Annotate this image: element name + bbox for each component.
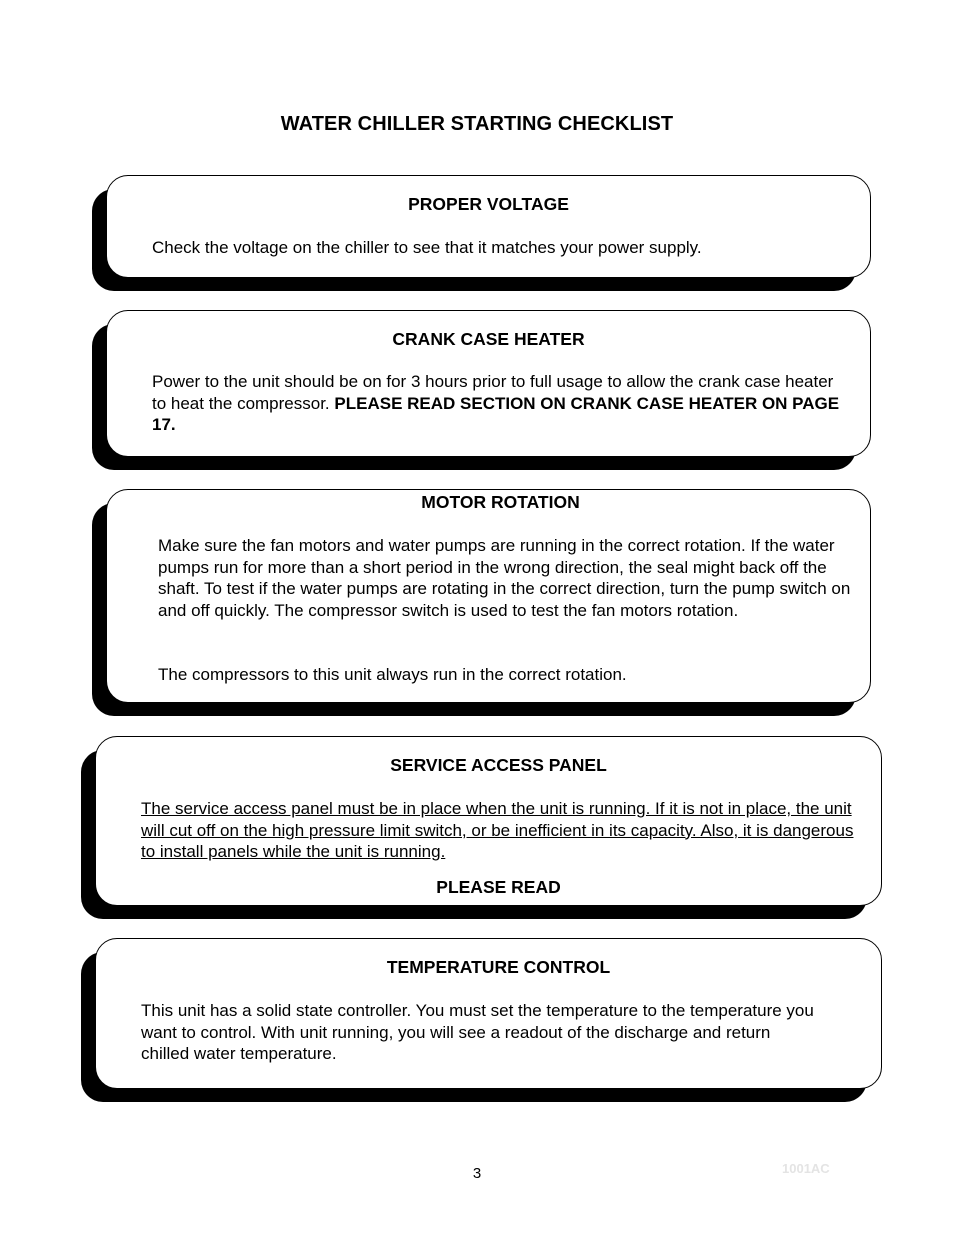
- please-read-label: PLEASE READ: [436, 877, 561, 897]
- section-text: Check the voltage on the chiller to see that it matches your power supply.: [152, 238, 702, 257]
- proper-voltage-card: [92, 175, 871, 293]
- section-heading: MOTOR ROTATION: [421, 492, 580, 512]
- section-text: [152, 371, 852, 436]
- card-box: [106, 175, 871, 278]
- document-code: 1001AC: [782, 1161, 830, 1176]
- section-heading: SERVICE ACCESS PANEL: [390, 755, 607, 775]
- section-heading: PROPER VOLTAGE: [408, 194, 569, 214]
- section-text-2: The compressors to this unit always run in the correct rotation.: [158, 665, 627, 684]
- page-number: 3: [472, 1165, 482, 1182]
- section-text: This unit has a solid state controller. You must set the temperature to the temperature you want to control. With unit running, you will see a readout of the discharge and return chilled water temperature.: [141, 1001, 814, 1063]
- card-box: [95, 736, 882, 906]
- card-box: [95, 938, 882, 1089]
- heater-text: Power to the unit should be on for 3 hours prior to full usage to allow the crank case heater to heat the compressor.: [152, 372, 834, 413]
- motor-rotation-card: [92, 489, 871, 718]
- page-title: WATER CHILLER STARTING CHECKLIST: [280, 113, 674, 135]
- card-box: [106, 310, 871, 457]
- section-text: Make sure the fan motors and water pumps are running in the correct rotation. If the water pumps run for more than a short period in the wrong direction, the seal might back off the shaft. To test if the water pumps are rotating in the correct direction, turn the pump switch on and off quickly. The compressor switch is used to test the fan motors rotation.: [158, 536, 851, 620]
- crank-case-heater-card: [92, 310, 871, 472]
- section-heading: CRANK CASE HEATER: [392, 329, 585, 349]
- temperature-control-card: [81, 938, 882, 1104]
- card-box: [106, 489, 871, 703]
- section-text: The service access panel must be in place when the unit is running. If it is not in place, the unit will cut off on the high pressure limit switch, or be inefficient in its capacity. Also, it is dangerous to install panels while the unit is running.: [141, 799, 854, 861]
- heater-bold-note: PLEASE READ SECTION ON CRANK CASE HEATER ON PAGE 17.: [152, 393, 840, 434]
- service-access-panel-card: [81, 736, 882, 921]
- section-heading: TEMPERATURE CONTROL: [386, 957, 611, 977]
